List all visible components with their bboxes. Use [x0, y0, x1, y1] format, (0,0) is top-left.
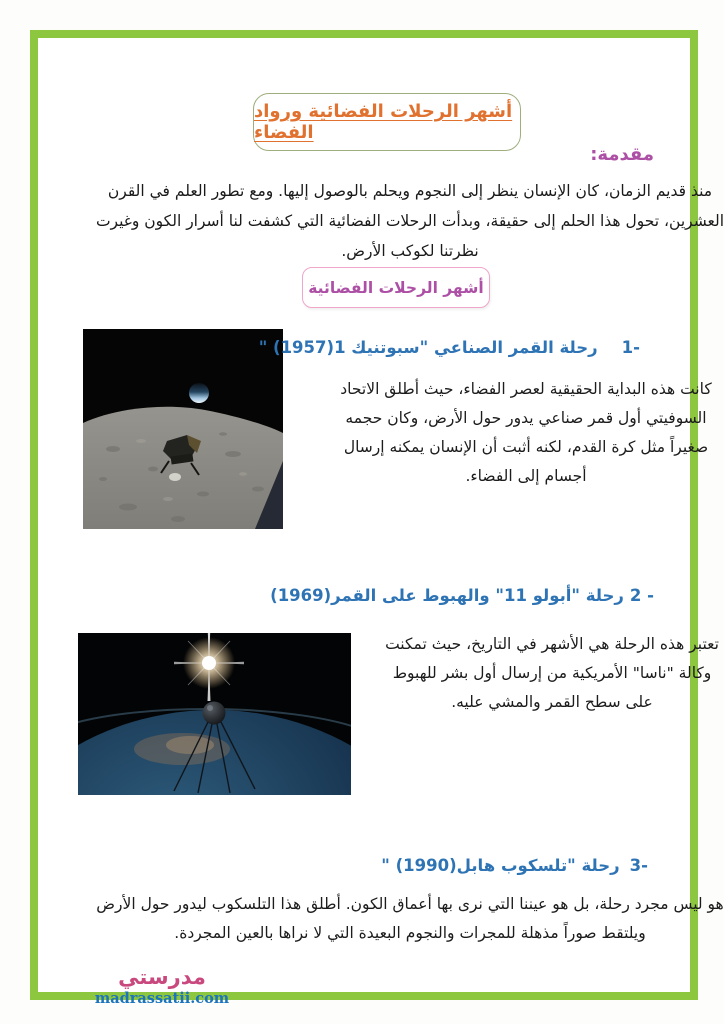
moon-lander-image	[83, 329, 283, 529]
section-1-title: رحلة القمر الصناعي "سبوتنيك 1(1957) "	[258, 338, 598, 357]
subtitle-text: أشهر الرحلات الفضائية	[308, 278, 484, 297]
section-1-number: 1-	[621, 338, 640, 357]
intro-heading: مقدمة:	[590, 144, 654, 165]
section-1-paragraph: كانت هذه البداية الحقيقية لعصر الفضاء، حيث أطلق الاتحاد السوفيتي أول قمر صناعي يدور حول الأرض، وكان حجمه صغيراً مثل كرة القدم، لكنه أثبت أن الإنسان يمكنه إرسال أجسام إلى الفضاء.	[340, 380, 712, 485]
page-border-frame	[30, 30, 724, 1007]
sputnik-earth-photo	[71, 626, 358, 802]
logo-arabic-text: مدرستي	[118, 965, 206, 989]
section-3-paragraph: هو ليس مجرد رحلة، بل هو عيننا التي نرى بها أعماق الكون. أطلق هذا التلسكوب ليدور حول الأرض ويلتقط صوراً مذهلة للمجرات والنجوم البعيدة التي لا نراها بالعين المجردة.	[96, 895, 724, 942]
page-title: أشهر الرحلات الفضائية ورواد الفضاء	[254, 101, 513, 143]
section-2-heading	[270, 586, 654, 605]
subtitle-box	[302, 267, 490, 308]
section-3-number: 3-	[629, 856, 648, 875]
section-3-heading	[381, 856, 648, 875]
section-2-title: رحلة "أبولو 11" والهبوط على القمر(1969)	[270, 586, 624, 605]
sputnik-earth-image	[78, 633, 351, 795]
main-title-box	[253, 93, 521, 151]
section-2-paragraph: تعتبر هذه الرحلة هي الأشهر في التاريخ، حيث تمكنت وكالة "ناسا" الأمريكية من إرسال أول بشر للهبوط على سطح القمر والمشي عليه.	[385, 635, 719, 711]
section-1-heading	[259, 338, 640, 357]
logo-domain-text: madrassatii.com	[94, 990, 230, 1007]
intro-paragraph: منذ قديم الزمان، كان الإنسان ينظر إلى النجوم ويحلم بالوصول إليها. ومع تطور العلم في القرن العشرين، تحول هذا الحلم إلى حقيقة، وبدأت الرحلات الفضائية التي كشفت لنا أسرار الكون وغيرت نظرتنا لكوكب الأرض.	[95, 182, 724, 260]
section-2-number: 2 -	[629, 586, 654, 605]
site-logo	[94, 964, 230, 1008]
section-3-title: رحلة "تلسكوب هابل(1990) "	[381, 856, 620, 875]
